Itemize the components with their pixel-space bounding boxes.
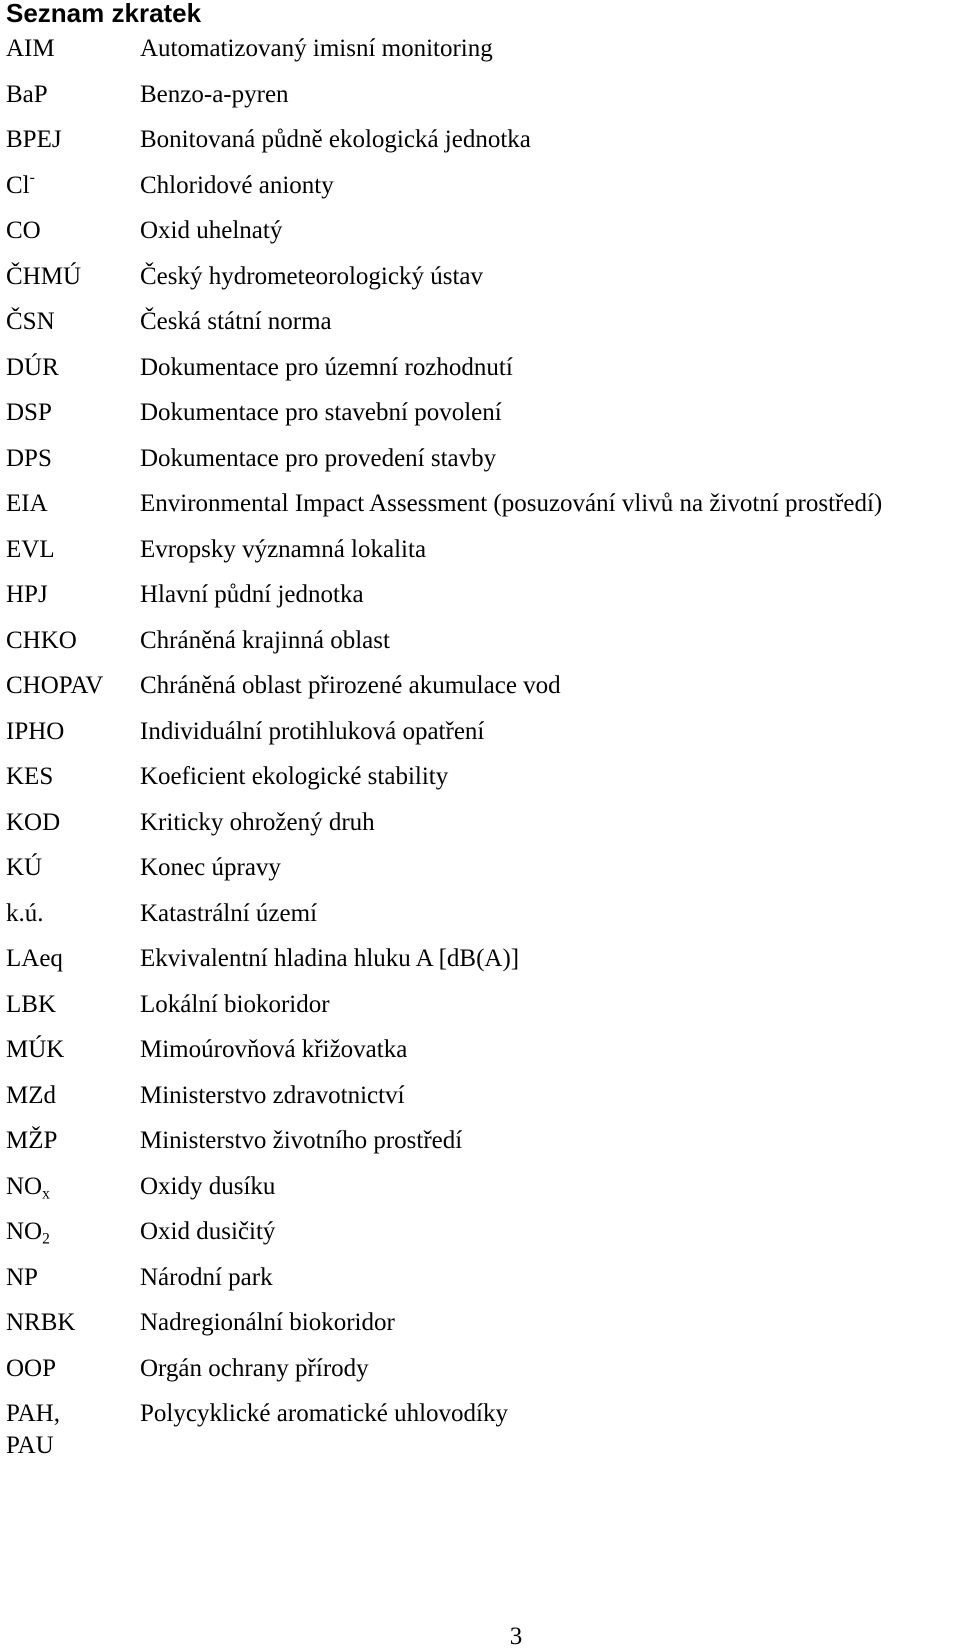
abbreviation-definition: Polycyklické aromatické uhlovodíky [140, 1400, 508, 1427]
abbreviation-definition: Ekvivalentní hladina hluku A [dB(A)] [140, 945, 520, 972]
abbreviation-definition: Benzo-a-pyren [140, 80, 289, 108]
abbreviation-definition: Oxid uhelnatý [140, 217, 283, 244]
abbreviation-term [6, 716, 64, 748]
abbreviation-text: ČSN [6, 308, 55, 335]
abbreviation-definition: Česká státní norma [140, 308, 332, 335]
abbreviation-text: k.ú. [6, 899, 44, 927]
abbreviation-term [6, 534, 55, 566]
abbreviation-term [6, 1353, 56, 1385]
abbreviation-text: EVL [6, 535, 55, 563]
abbreviation-definition: Koeficient ekologické stability [140, 763, 449, 790]
abbreviation-text: OOP [6, 1354, 57, 1382]
abbreviation-definition: Kriticky ohrožený druh [140, 808, 375, 836]
abbreviation-term [6, 943, 63, 975]
abbreviation-superscript: - [29, 168, 35, 186]
abbreviation-term [6, 488, 48, 520]
abbreviation-definition: Nadregionální biokoridor [140, 1309, 395, 1336]
abbreviation-definition: Environmental Impact Assessment (posuzování vlivů na životní prostředí) [140, 490, 883, 517]
abbreviation-term [6, 761, 53, 793]
abbreviation-text: MŽP [6, 1127, 58, 1154]
abbreviation-definition: Ministerstvo zdravotnictví [140, 1081, 405, 1109]
abbreviation-term [6, 989, 56, 1021]
abbreviation-definition: Hlavní půdní jednotka [140, 581, 364, 608]
abbreviation-definition: Dokumentace pro provedení stavby [140, 444, 497, 472]
abbreviation-text: IPHO [6, 717, 65, 745]
abbreviation-term [6, 898, 44, 930]
abbreviation-text: DPS [6, 444, 52, 472]
abbreviation-definition: Oxid dusičitý [140, 1218, 276, 1245]
abbreviation-term [6, 397, 52, 429]
abbreviation-term [6, 1125, 57, 1157]
abbreviation-text: NO [6, 1218, 43, 1245]
abbreviation-text: NRBK [6, 1309, 76, 1336]
abbreviation-definition: Orgán ochrany přírody [140, 1354, 369, 1382]
abbreviation-text: EIA [6, 490, 48, 517]
abbreviation-text: BaP [6, 80, 48, 108]
abbreviation-definition: Chráněná krajinná oblast [140, 626, 390, 654]
abbreviation-text: KOD [6, 808, 61, 836]
abbreviation-term [6, 1398, 60, 1462]
abbreviation-text: CO [6, 217, 41, 244]
abbreviation-text: DSP [6, 399, 52, 426]
abbreviation-text: MÚK [6, 1036, 65, 1063]
abbreviation-term [6, 1262, 38, 1294]
abbreviation-text: KÚ [6, 854, 43, 881]
abbreviation-text: PAH, PAU [6, 1400, 60, 1459]
abbreviation-subscript: x [42, 1185, 50, 1203]
abbreviation-term [6, 1034, 64, 1066]
page-title: Seznam zkratek [6, 0, 202, 28]
abbreviation-term [6, 170, 35, 202]
abbreviation-definition: Automatizovaný imisní monitoring [140, 35, 493, 62]
abbreviation-text: CHOPAV [6, 672, 104, 699]
abbreviation-subscript: 2 [42, 1230, 50, 1248]
abbreviation-text: DÚR [6, 353, 59, 381]
abbreviation-term [6, 852, 42, 884]
abbreviation-text: ČHMÚ [6, 262, 82, 290]
abbreviation-term [6, 352, 59, 384]
abbreviation-definition: Individuální protihluková opatření [140, 717, 485, 745]
abbreviation-term [6, 670, 103, 702]
abbreviation-term [6, 306, 55, 338]
abbreviation-term [6, 1216, 50, 1248]
abbreviation-definition: Dokumentace pro stavební povolení [140, 399, 502, 426]
abbreviation-text: NP [6, 1263, 38, 1291]
page-number: 3 [509, 1623, 523, 1650]
abbreviation-definition: Mimoúrovňová křižovatka [140, 1036, 408, 1063]
abbreviation-definition: Chráněná oblast přirozené akumulace vod [140, 672, 561, 699]
abbreviation-text: AIM [6, 35, 55, 62]
abbreviation-definition: Dokumentace pro územní rozhodnutí [140, 353, 513, 381]
abbreviation-term [6, 1307, 75, 1339]
abbreviation-definition: Konec úpravy [140, 854, 281, 881]
abbreviation-text: HPJ [6, 581, 48, 608]
abbreviation-term [6, 261, 81, 293]
abbreviation-term [6, 1080, 56, 1112]
abbreviation-definition: Katastrální území [140, 899, 318, 927]
abbreviation-text: Cl [6, 171, 30, 199]
abbreviation-definition: Chloridové anionty [140, 171, 334, 199]
abbreviation-text: NO [6, 1172, 43, 1200]
abbreviation-definition: Lokální biokoridor [140, 990, 330, 1018]
abbreviation-term [6, 33, 55, 65]
abbreviation-text: LAeq [6, 945, 63, 972]
abbreviation-text: KES [6, 763, 54, 790]
abbreviation-term [6, 124, 62, 156]
abbreviation-term [6, 807, 60, 839]
abbreviation-term [6, 215, 41, 247]
abbreviation-definition: Národní park [140, 1263, 273, 1291]
abbreviation-text: LBK [6, 990, 56, 1018]
abbreviation-term [6, 579, 48, 611]
abbreviation-text: BPEJ [6, 126, 62, 153]
abbreviation-term [6, 1171, 50, 1203]
abbreviation-term [6, 79, 48, 111]
abbreviation-definition: Evropsky významná lokalita [140, 535, 427, 563]
abbreviation-term [6, 625, 77, 657]
abbreviation-definition: Ministerstvo životního prostředí [140, 1127, 463, 1154]
abbreviation-text: CHKO [6, 626, 77, 654]
abbreviation-definition: Oxidy dusíku [140, 1172, 276, 1200]
abbreviation-term [6, 443, 52, 475]
abbreviation-definition: Český hydrometeorologický ústav [140, 262, 483, 290]
abbreviation-text: MZd [6, 1081, 56, 1109]
abbreviation-definition: Bonitovaná půdně ekologická jednotka [140, 126, 531, 153]
